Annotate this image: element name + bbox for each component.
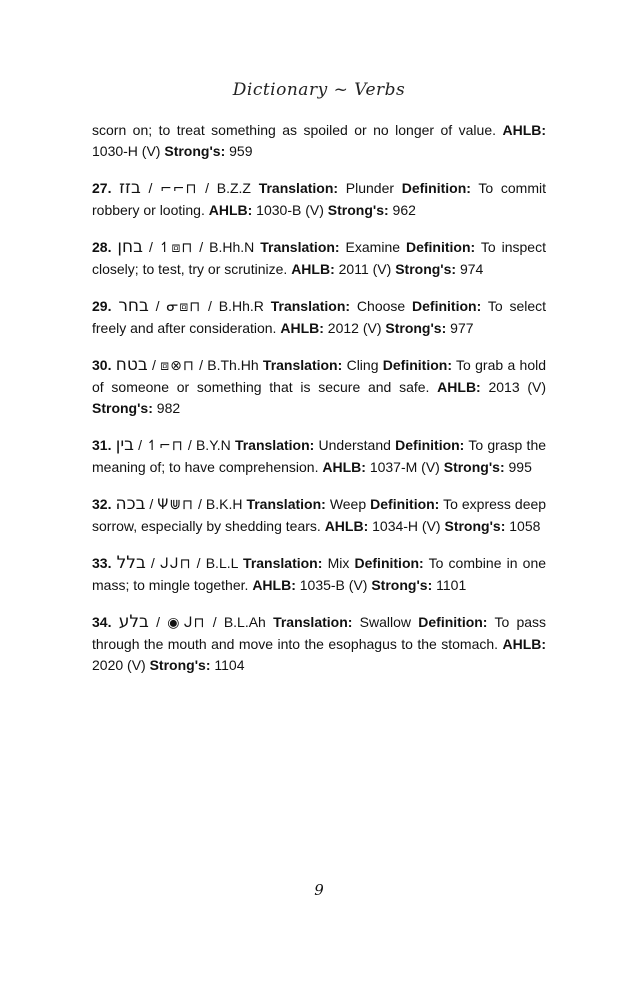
strongs-value: 974 [459,261,484,277]
translation-value: Understand [318,437,391,453]
hebrew-word: בטח [115,355,148,375]
strongs-label: Strong's: [327,202,389,218]
dictionary-entry: 34. בלע / ◉ᒍ⊓ / B.L.Ah Translation: Swallow Definition: To pass through the mouth and move into the esophagus to the stomach. AHLB: 2020 (V) Strong's: 1104 [92,612,547,673]
translation-value: Choose [356,298,406,314]
ahlb-value: 1034-H (V) [372,518,441,534]
strongs-label: Strong's: [164,143,226,159]
transliteration: B.K.H [205,496,243,512]
ahlb-label: AHLB: [437,379,481,395]
translation-value: Plunder [345,180,395,196]
entry-number: 33. [92,555,112,571]
definition-value: To inspect closely; to test, try or scrutinize. [92,239,546,277]
entry-number: 32. [92,496,112,512]
ancient-hebrew-word: ᓂ⧈⊓ [166,299,202,315]
ancient-hebrew-word: ⧈⊗⊓ [160,358,195,374]
dictionary-entry: 27. בזז / ⌐⌐⊓ / B.Z.Z Translation: Plunder Definition: To commit robbery or looting. AHLB: 1030-B (V) Strong's: 962 [92,178,547,218]
definition-value: To express deep sorrow, especially by shedding tears. [92,496,547,534]
strongs-label: Strong's: [385,320,447,336]
dictionary-content [92,120,546,692]
transliteration: B.Hh.R [218,298,264,314]
ahlb-value: 1030-H (V) [92,143,161,159]
definition-label: Definition: [401,180,471,196]
translation-label: Translation: [270,298,351,314]
strongs-label: Strong's: [371,577,433,593]
translation-value: Weep [329,496,367,512]
definition-value: To grasp the meaning of; to have comprehension. [92,437,547,475]
strongs-label: Strong's: [92,400,153,416]
translation-label: Translation: [262,357,343,373]
ancient-hebrew-word: ⌐⌐⊓ [160,181,198,197]
definition-label: Definition: [382,357,452,373]
transliteration: B.Z.Z [216,180,251,196]
ahlb-value: 2020 (V) [92,657,146,673]
ahlb-label: AHLB: [208,202,253,218]
hebrew-word: בין [115,435,134,455]
entry-number: 29. [92,298,112,314]
transliteration: B.L.L [205,555,238,571]
definition-label: Definition: [405,239,476,255]
ahlb-value: 1037-M (V) [369,459,440,475]
strongs-label: Strong's: [149,657,211,673]
strongs-value: 995 [508,459,532,475]
transliteration: B.Hh.N [209,239,255,255]
ahlb-value: 1030-B (V) [256,202,324,218]
hebrew-word: בלע [118,612,149,632]
translation-label: Translation: [246,496,326,512]
ancient-hebrew-word: ↿⌐⊓ [146,438,184,454]
strongs-label: Strong's: [444,518,506,534]
entry-number: 34. [92,614,112,630]
hebrew-word: בכה [115,494,146,514]
ancient-hebrew-word: Ψ⋓⊓ [157,497,194,513]
ahlb-value: 1035-B (V) [299,577,368,593]
dictionary-entry: 33. בלל / ᒍᒍ⊓ / B.L.L Translation: Mix Definition: To combine in one mass; to mingle together. AHLB: 1035-B (V) Strong's: 1101 [92,553,547,593]
hebrew-word: בחר [118,296,149,316]
ahlb-value: 2011 (V) [338,261,392,277]
entry-number: 31. [92,437,112,453]
definition-label: Definition: [418,614,488,630]
translation-value: Examine [345,239,401,255]
translation-label: Translation: [243,555,323,571]
definition-value: To grab a hold of someone or something that is secure and safe. [92,357,546,395]
translation-value: Cling [346,357,379,373]
transliteration: B.Th.Hh [207,357,259,373]
page-header-title: Dictionary ~ Verbs [232,80,406,100]
translation-label: Translation: [258,180,339,196]
ahlb-value: 2012 (V) [327,320,382,336]
strongs-label: Strong's: [395,261,457,277]
definition-value: To commit robbery or looting. [92,180,547,218]
definition-label: Definition: [354,555,424,571]
strongs-value: 959 [229,143,253,159]
dictionary-entry: 29. בחר / ᓂ⧈⊓ / B.Hh.R Translation: Choose Definition: To select freely and after consideration. AHLB: 2012 (V) Strong's: 977 [92,296,547,336]
definition-value: To select freely and after consideration. [92,298,547,336]
ahlb-label: AHLB: [280,320,324,336]
hebrew-word: בחן [117,237,143,257]
ancient-hebrew-word: ◉ᒍ⊓ [167,615,206,631]
ahlb-label: AHLB: [322,459,366,475]
strongs-value: 982 [156,400,181,416]
page-number: 9 [314,881,324,899]
ahlb-value: 2013 (V) [488,379,547,395]
strongs-value: 1058 [509,518,541,534]
entry-number: 28. [92,239,112,255]
strongs-value: 962 [392,202,416,218]
ahlb-label: AHLB: [324,518,369,534]
entry-continuation-text: scorn on; to treat something as spoiled or no longer of value. [92,122,497,138]
ancient-hebrew-word: ᒍᒍ⊓ [159,556,192,572]
dictionary-entry: 32. בכה / Ψ⋓⊓ / B.K.H Translation: Weep Definition: To express deep sorrow, especially by shedding tears. AHLB: 1034-H (V) Strong's: 1058 [92,494,547,534]
transliteration: B.L.Ah [223,614,266,630]
ahlb-label: AHLB: [502,636,547,652]
dictionary-entry: 31. בין / ↿⌐⊓ / B.Y.N Translation: Understand Definition: To grasp the meaning of; to have comprehension. AHLB: 1037-M (V) Strong's: 995 [92,435,547,475]
translation-label: Translation: [273,614,353,630]
dictionary-entry: 28. בחן / ↿⧈⊓ / B.Hh.N Translation: Examine Definition: To inspect closely; to test, try or scrutinize. AHLB: 2011 (V) Strong's: 974 [92,237,546,277]
definition-label: Definition: [395,437,465,453]
definition-label: Definition: [370,496,440,512]
definition-value: To combine in one mass; to mingle together. [92,555,547,593]
entry-number: 30. [92,357,112,373]
entry-list [92,178,546,676]
definition-value: To pass through the mouth and move into the esophagus to the stomach. [92,614,547,652]
dictionary-entry: 30. בטח / ⧈⊗⊓ / B.Th.Hh Translation: Cling Definition: To grab a hold of someone or something that is secure and safe. AHLB: 2013 (V) Strong's: 982 [92,355,547,416]
hebrew-word: בזז [119,178,141,198]
ahlb-label: AHLB: [502,122,547,138]
translation-value: Swallow [359,614,412,630]
ahlb-label: AHLB: [252,577,296,593]
ancient-hebrew-word: ↿⧈⊓ [158,240,194,256]
hebrew-word: בלל [116,553,146,573]
transliteration: B.Y.N [195,437,231,453]
entry-number: 27. [92,180,112,196]
translation-value: Mix [327,555,350,571]
strongs-value: 1101 [436,577,467,593]
strongs-value: 1104 [214,657,245,673]
strongs-value: 977 [450,320,474,336]
definition-label: Definition: [412,298,482,314]
ahlb-label: AHLB: [291,261,335,277]
strongs-label: Strong's: [443,459,505,475]
entry-continuation [92,120,546,162]
translation-label: Translation: [234,437,315,453]
translation-label: Translation: [260,239,340,255]
